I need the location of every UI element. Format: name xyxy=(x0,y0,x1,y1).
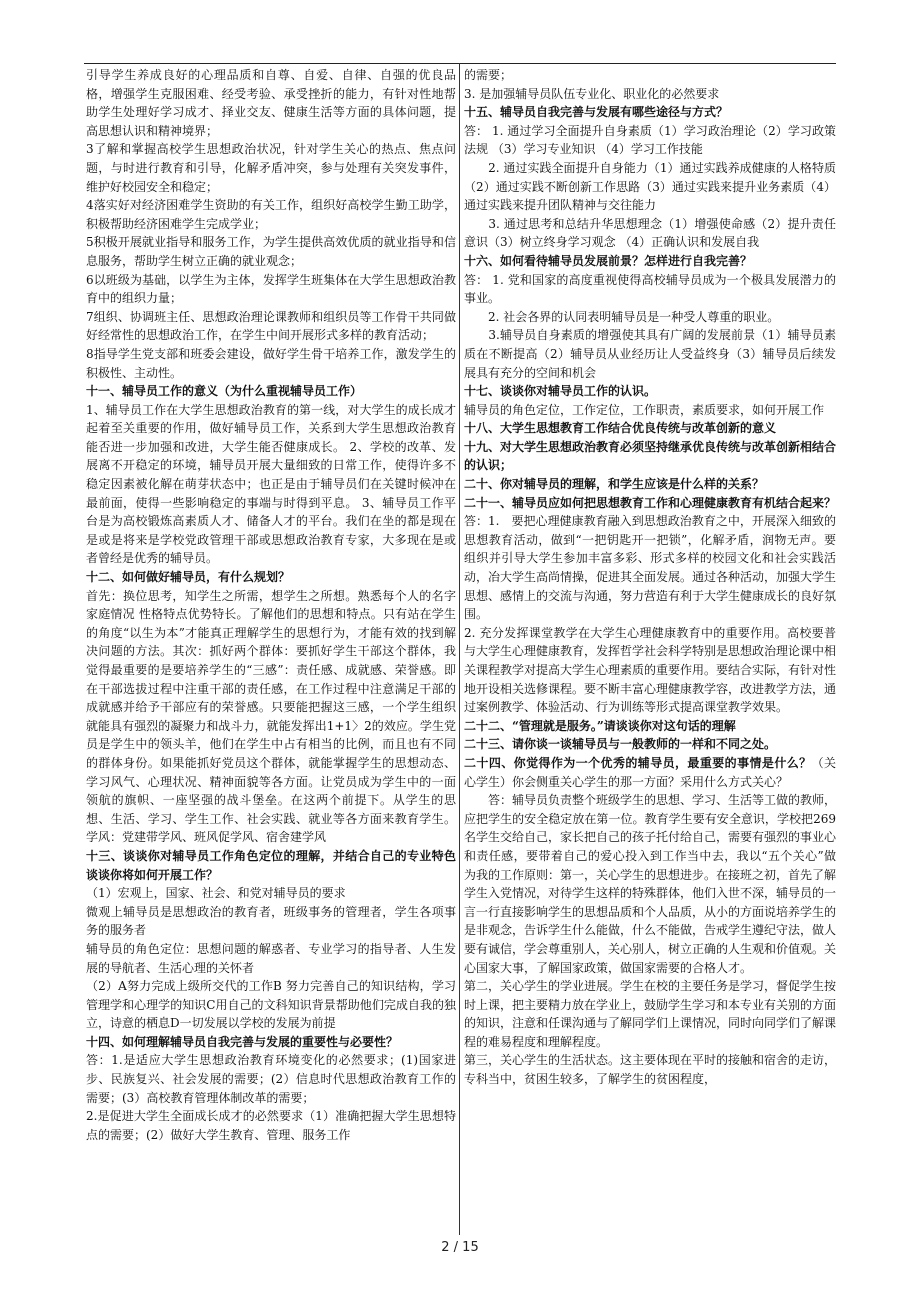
right-column xyxy=(464,66,836,1089)
left-paragraph: 答：1.是适应大学生思想政治教育环境变化的必然要求；(1)国家进步、民族复兴、社会发展的需要；(2）信息时代思想政治教育工作的需要；(3）高校教育管理体制改革的需要； xyxy=(86,1053,456,1105)
left-paragraph: 首先：换位思考，知学生之所需，想学生之所想。熟悉每个人的名字 家庭情况 性格特点优势特长。了解他们的思想和特点。只有站在学生的角度“以生为本”才能真正理解学生的思想行为，才能有效的找到解决问题的方法。其次：抓好两个群体：要抓好学生干部这个群体，我觉得最重要的是要培养学生的“三感”：责任感、成就感、荣誉感。即在干部选拔过程中注重干部的责任感，在工作过程中注意满足干部的成就感并给予干部应有的荣誉感。只要能把握这三感，一个学生组织就能具有强烈的凝聚力和战斗力，就能发挥出1+1〉2的效应。学生党员是学生中的领头羊，他们在学生中占有相当的比例，而且也有不同的群体身份。如果能抓好党员这个群体，就能掌握学生的思想动态、学习风气、心理状况、精神面貌等各方面。让党员成为学生中的一面领航的旗帜、一座坚强的战斗堡垒。在这两个前提下。从学生的思想、生活、学习、学生工作、社会实践、就业等各方面来教育学生。学风：党建带学风、班风促学风、宿舍建学风 xyxy=(86,588,456,845)
right-paragraph: 答：1. 要把心理健康教育融入到思想政治教育之中，开展深入细致的思想教育活动，做到“一把钥匙开一把锁”，化解矛盾，润物无声。要组织并引导大学生参加丰富多彩、形式多样的校园文化和社会实践活动，冶大学生高尚情操，促进其全面发展。通过各种活动，加强大学生思想、感情上的交流与沟通，努力营造有利于大学生健康成长的良好氛围。 xyxy=(464,514,837,622)
right-paragraph: 3. 通过思考和总结升华思想理念（1）增强使命感（2）提升责任意识（3）树立终身学习观念 （4）正确认识和发展自我 xyxy=(464,216,836,250)
left-paragraph: 7组织、协调班主任、思想政治理论课教师和组织员等工作骨干共同做好经常性的思想政治工作，在学生中间开展形式多样的教育活动； xyxy=(86,309,456,343)
left-heading: 十四、如何理解辅导员自我完善与发展的重要性与必要性？ xyxy=(86,1034,399,1049)
right-paragraph: 的需要； xyxy=(464,68,513,82)
right-paragraph: 2. 社会各界的认同表明辅导员是一种受人尊重的职业。 xyxy=(464,309,780,324)
left-heading: 十一、辅导员工作的意义（为什么重视辅导员工作） xyxy=(86,384,363,399)
left-paragraph: 8指导学生党支部和班委会建设，做好学生骨干培养工作，激发学生的积极性、主动性。 xyxy=(86,346,456,380)
left-column xyxy=(86,66,456,1144)
right-paragraph: 第二，关心学生的学业进展。学生在校的主要任务是学习，督促学生按时上课，把主要精力放在学业上，鼓励学生学习和本专业有关别的方面的知识，注意和任课沟通与了解同学们上课情况，同时向同学们了解课程的难易程度和理解程度。 xyxy=(464,979,837,1049)
right-heading: 十七、谈谈你对辅导员工作的认识。 xyxy=(464,384,657,399)
left-heading: 十二、如何做好辅导员，有什么规划？ xyxy=(86,570,291,585)
column-divider xyxy=(459,63,460,1235)
right-paragraph: 辅导员的角色定位，工作定位，工作职责，素质要求，如何开展工作 xyxy=(464,402,825,417)
right-heading: 二十三、请你谈一谈辅导员与一般教师的一样和不同之处。 xyxy=(464,737,777,752)
left-paragraph: 3了解和掌握高校学生思想政治状况，针对学生关心的热点、焦点问题，与时进行教育和引导，化解矛盾冲突，参与处理有关突发事件，维护好校园安全和稳定； xyxy=(86,142,456,194)
heading-bold-part: 二十四、你觉得作为一个优秀的辅导员，最重要的事情是什么？ xyxy=(464,755,812,770)
left-paragraph: 4落实好对经济困难学生资助的有关工作，组织好高校学生勤工助学，积极帮助经济困难学生完成学业； xyxy=(86,198,456,231)
left-paragraph: （1）宏观上，国家、社会、和党对辅导员的要求 xyxy=(86,886,346,901)
right-heading: 二十二、“管理就是服务。”请谈谈你对这句话的理解 xyxy=(464,718,736,733)
page-number: 2 / 15 xyxy=(441,1240,479,1255)
left-paragraph: 引导学生养成良好的心理品质和自尊、自爱、自律、自强的优良品格，增强学生克服困难、经受考验、承受挫折的能力，有针对性地帮助学生处理好学习成才、择业交友、健康生活等方面的具体问题，提高思想认识和精神境界； xyxy=(86,68,456,138)
left-paragraph: 微观上辅导员是思想政治的教育者，班级事务的管理者，学生各项事务的服务者 xyxy=(86,904,456,938)
right-heading: 二十、你对辅导员的理解，和学生应该是什么样的关系？ xyxy=(464,477,765,492)
left-paragraph: 2.是促进大学生全面成长成才的必然要求（1）准确把握大学生思想特点的需要；(2）做好大学生教育、管理、服务工作 xyxy=(86,1109,456,1142)
left-paragraph: （2）A努力完成上级所交代的工作B 努力完善自己的知识结构，学习管理学和心理学的知识C用自己的文科知识背景帮助他们完成自我的独立，诗意的栖息D一切发展以学校的发展为前提 xyxy=(86,979,456,1031)
right-paragraph: 答： 1. 党和国家的高度重视使得高校辅导员成为一个极具发展潜力的事业。 xyxy=(464,272,836,306)
header-rule xyxy=(84,63,836,64)
left-heading: 十三、谈谈你对辅导员工作角色定位的理解，并结合自己的专业特色谈谈你将如何开展工作？ xyxy=(86,848,456,882)
right-paragraph: 第三，关心学生的生活状态。这主要体现在平时的接触和宿舍的走访，专科当中，贫困生较多，了解学生的贫困程度， xyxy=(464,1053,837,1087)
right-paragraph: 2. 充分发挥课堂教学在大学生心理健康教育中的重要作用。高校要普与大学生心理健康教育，发挥哲学社会科学特别是思想政治理论课中相关课程教学对提高大学生心理素质的重要作用。要结合实际，有针对性地开设相关选修课程。要不断丰富心理健康教学容，改进教学方法，通过案例教学、体验活动、行为训练等形式提高课堂教学效果。 xyxy=(464,625,837,715)
right-heading xyxy=(464,754,836,791)
left-paragraph: 6以班级为基础，以学生为主体，发挥学生班集体在大学生思想政治教育中的组织力量； xyxy=(86,272,456,306)
right-heading: 十八、大学生思想教育工作结合优良传统与改革创新的意义 xyxy=(464,421,777,436)
right-heading: 十九、对大学生思想政治教育必须坚持继承优良传统与改革创新相结合的认识； xyxy=(464,439,837,473)
right-paragraph: 答： 1. 通过学习全面提升自身素质（1）学习政治理论（2）学习政策法规 （3）学习专业知识 （4）学习工作技能 xyxy=(464,123,836,157)
left-paragraph: 5积极开展就业指导和服务工作，为学生提供高效优质的就业指导和信息服务，帮助学生树立正确的就业观念； xyxy=(86,235,456,268)
right-heading: 十五、辅导员自我完善与发展有哪些途径与方式？ xyxy=(464,105,729,120)
right-paragraph: 3.辅导员自身素质的增强使其具有广阔的发展前景（1）辅导员素质在不断提高（2）辅导员从业经历让人受益终身（3）辅导员后续发展具有充分的空间和机会 xyxy=(464,328,836,380)
right-heading: 二十一、辅导员应如何把思想教育工作和心理健康教育有机结合起来？ xyxy=(464,495,837,510)
right-paragraph: 3. 是加强辅导员队伍专业化、职业化的必然要求 xyxy=(464,86,720,101)
left-paragraph: 1、辅导员工作在大学生思想政治教育的第一线，对大学生的成长成才起着至关重要的作用，做好辅导员工作，关系到大学生思想政治教育能否进一步加强和改进，大学生能否健康成长。 2、学校的改革、发展离不开稳定的环境，辅导员开展大量细致的日常工作，使得许多不稳定因素被化解在萌芽状态中；也正是由于辅导员们在关键时候冲在最前面，使得一些影响稳定的事端与时得到平息。 3、辅导员工作平台是为高校锻炼高素质人才、储备人才的平台。我们在坐的都是现在是或是将来是学校党政管理干部或思想政治教育专家，大多现在是或者曾经是优秀的辅导员。 xyxy=(86,402,456,566)
right-paragraph: 2. 通过实践全面提升自身能力（1）通过实践养成健康的人格特质（2）通过实践不断创新工作思路（3）通过实践来提升业务素质（4）通过实践来提升团队精神与交往能力 xyxy=(464,160,836,213)
right-heading: 十六、如何看待辅导员发展前景？怎样进行自我完善？ xyxy=(464,253,753,268)
heading-plain-part: （关心学生）你会侧重关心学生的那一方面？采用什么方式关心？ xyxy=(464,755,836,789)
right-paragraph: 答：辅导员负责整个班级学生的思想、学习、生活等工做的教师，应把学生的安全稳定放在第一位。教育学生要有安全意识，学校把269名学生交给自己，家长把自己的孩子托付给自己，需要有强烈的事业心和责任感，要带着自己的爱心投入到工作当中去，我以“五个关心”做为我的工作原则：第一，关心学生的思想进步。在接班之初，首先了解学生入党情况，对待学生这样的特殊群体，他们入世不深，辅导员的一言一行直接影响学生的思想品质和个人品质，从小的方面说培养学生的是非观念，告诉学生什么能做，什么不能做，告戒学生遵纪守法，做人要有诚信，学会尊重别人，关心别人，树立正确的人生观和价值观。关心国家大事，了解国家政策，做国家需要的合格人才。 xyxy=(464,793,837,975)
left-paragraph: 辅导员的角色定位：思想问题的解惑者、专业学习的指导者、人生发展的导航者、生活心理的关怀者 xyxy=(86,941,456,975)
